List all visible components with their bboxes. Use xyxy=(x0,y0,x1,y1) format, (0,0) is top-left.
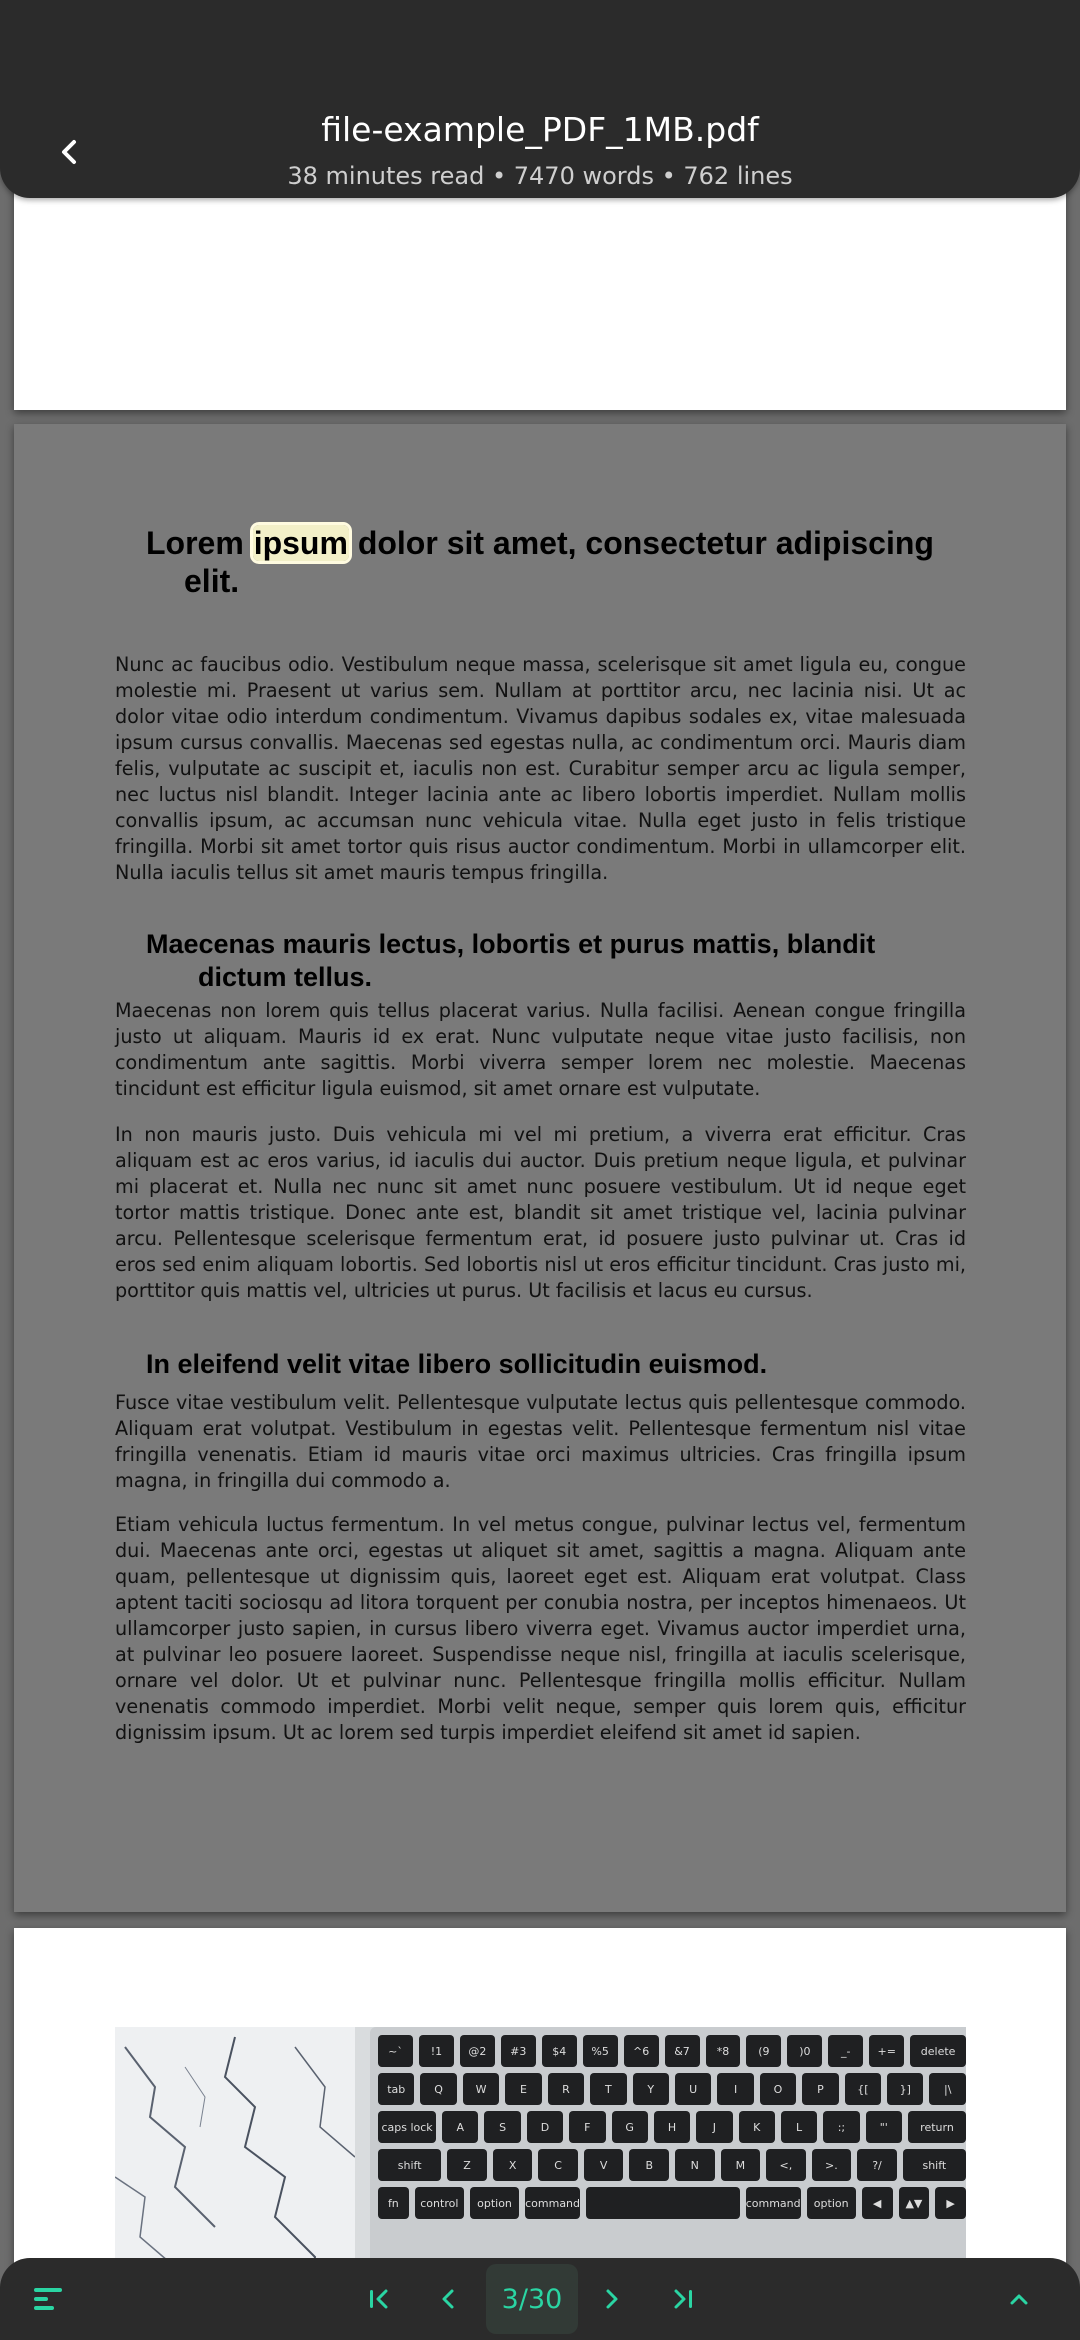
paragraph-4: Fusce vitae vestibulum velit. Pellentesque vulputate lectus quis pellentesque commodo. Aliquam erat volutpat. Vestibulum in egestas velit. Pellentesque fermentum nisl vitae fringilla venenatis. Etiam id mauris vitae orci maximus ultricies. Cras fringilla ipsum magna, in fringilla dui commodo a. xyxy=(115,1391,966,1492)
heading-2 xyxy=(146,928,986,994)
first-page-icon xyxy=(365,2285,393,2313)
keyboard-key: option xyxy=(470,2187,519,2219)
keyboard-key: $4 xyxy=(542,2035,577,2067)
chevron-up-icon xyxy=(1005,2285,1033,2313)
keyboard-key: M xyxy=(721,2149,761,2181)
paragraph-5: Etiam vehicula luctus fermentum. In vel metus congue, pulvinar lectus vel, fermentum dui. Maecenas ante orci, egestas ut aliquet sit amet, sagittis a magna. Aliquam ante quam, pellentesque ut dignissim quis, laoreet eget est. Aliquam erat volutpat. Class aptent taciti sociosqu ad litora torquent per conubia nostra, per inceptos himenaeos. Ut ullamcorper justo sapien, in cursus libero viverra eget. Vivamus auctor imperdiet urna, at pulvinar leo posuere laoreet. Suspendisse neque nisl, fringilla at iaculis scelerisque, ornare vel dolor. Ut et pulvinar nunc. Pellentesque fringilla mollis efficitur. Nullam venenatis commodo imperdiet. Morbi velit neque, semper quis lorem quis, efficitur dignissim ipsum. Ut ac lorem sed turpis imperdiet eleifend sit amet id sapien. xyxy=(115,1513,966,1744)
heading-1-text-start: Lorem xyxy=(146,525,253,561)
keyboard-key: N xyxy=(675,2149,715,2181)
paragraph-3: In non mauris justo. Duis vehicula mi vel mi pretium, a viverra erat efficitur. Cras aliquam est ac eros varius, id iaculis dui auctor. Duis pretium neque ligula, et pulvinar mi placerat et. Nulla nec nunc sit amet nunc posuere vestibulum. Ut id neque eget tortor mattis tristique. Donec ante est, blandit sit amet tristique vel, lacinia pulvinar arcu. Pellentesque scelerisque fermentum erat, id posuere justo pulvinar ut. Cras id eros sed enim aliquam lobortis. Sed lobortis nisl ut eros efficitur tincidunt. Cras justo mi, porttitor quis mattis vel, ultricies ut purus. Ut facilisis et lacus eu cursus. xyxy=(115,1123,966,1302)
keyboard-key: tab xyxy=(378,2073,414,2105)
keyboard-key: <, xyxy=(766,2149,806,2181)
keyboard-key: @2 xyxy=(460,2035,495,2067)
keyboard-keys xyxy=(378,2035,966,2225)
keyboard-key: J xyxy=(696,2111,732,2143)
top-app-bar xyxy=(0,0,1080,198)
keyboard-key: C xyxy=(538,2149,578,2181)
keyboard-key: fn xyxy=(378,2187,409,2219)
keyboard-key: A xyxy=(442,2111,478,2143)
keyboard-key: (9 xyxy=(746,2035,781,2067)
heading-2-line-1: Maecenas mauris lectus, lobortis et purus mattis, blandit xyxy=(146,929,876,959)
keyboard-key: T xyxy=(590,2073,626,2105)
keyboard-key: P xyxy=(802,2073,838,2105)
heading-1-continuation: elit. xyxy=(184,563,240,599)
next-page-button[interactable] xyxy=(582,2270,640,2328)
chevron-right-icon xyxy=(597,2285,625,2313)
expand-panel-button[interactable] xyxy=(990,2270,1048,2328)
keyboard-key: }] xyxy=(887,2073,923,2105)
last-page-button[interactable] xyxy=(654,2270,712,2328)
page-indicator[interactable]: 3/30 xyxy=(486,2264,578,2334)
keyboard-row xyxy=(378,2149,966,2181)
heading-3: In eleifend velit vitae libero sollicitudin euismod. xyxy=(146,1349,768,1379)
keyboard-key: L xyxy=(781,2111,817,2143)
keyboard-key: option xyxy=(807,2187,856,2219)
keyboard-key: D xyxy=(527,2111,563,2143)
last-page-icon xyxy=(669,2285,697,2313)
heading-2-line-2: dictum tellus. xyxy=(198,962,373,992)
keyboard-key: O xyxy=(760,2073,796,2105)
keyboard-row xyxy=(378,2187,966,2219)
keyboard-key: R xyxy=(548,2073,584,2105)
keyboard-key: ^6 xyxy=(624,2035,659,2067)
keyboard-key: command xyxy=(525,2187,580,2219)
bottom-navigation-bar xyxy=(0,2258,1080,2340)
chevron-left-icon xyxy=(435,2285,463,2313)
paragraph-2: Maecenas non lorem quis tellus placerat varius. Nulla facilisi. Aenean congue fringilla justo ut aliquam. Mauris id ex erat. Nunc vulputate neque vitae justo facilisis, non condimentum ante sagittis. Morbi viverra semper lorem nec molestie. Maecenas tincidunt est efficitur ligula euismod, sit amet ornare est vulputate. xyxy=(115,999,966,1100)
keyboard-row xyxy=(378,2073,966,2105)
keyboard-key: G xyxy=(612,2111,648,2143)
document-stats: 38 minutes read • 7470 words • 762 lines xyxy=(287,162,793,190)
keyboard-key: ◀ xyxy=(862,2187,893,2219)
keyboard-key: += xyxy=(869,2035,904,2067)
keyboard-key: !1 xyxy=(419,2035,454,2067)
first-page-button[interactable] xyxy=(350,2270,408,2328)
keyboard-key: H xyxy=(654,2111,690,2143)
keyboard-key: I xyxy=(717,2073,753,2105)
keyboard-key: B xyxy=(629,2149,669,2181)
previous-page-button[interactable] xyxy=(420,2270,478,2328)
keyboard-key: command xyxy=(746,2187,801,2219)
keyboard-key: X xyxy=(493,2149,533,2181)
keyboard-key: shift xyxy=(903,2149,966,2181)
keyboard-key: U xyxy=(675,2073,711,2105)
keyboard-key: shift xyxy=(378,2149,441,2181)
keyboard-key: _- xyxy=(828,2035,863,2067)
keyboard-key: control xyxy=(415,2187,464,2219)
keyboard-key: {[ xyxy=(845,2073,881,2105)
keyboard-key: F xyxy=(569,2111,605,2143)
keyboard-row xyxy=(378,2035,966,2067)
keyboard-key: return xyxy=(908,2111,966,2143)
keyboard-key: V xyxy=(584,2149,624,2181)
heading-1 xyxy=(146,524,986,600)
keyboard-key: Z xyxy=(447,2149,487,2181)
keyboard-key: )0 xyxy=(787,2035,822,2067)
keyboard-key: S xyxy=(484,2111,520,2143)
keyboard-key: :; xyxy=(823,2111,859,2143)
keyboard-key: K xyxy=(739,2111,775,2143)
keyboard-key: |\ xyxy=(929,2073,965,2105)
keyboard-key: ▲▼ xyxy=(899,2187,930,2219)
keyboard-key: *8 xyxy=(706,2035,741,2067)
keyboard-key: ?/ xyxy=(857,2149,897,2181)
keyboard-key: W xyxy=(463,2073,499,2105)
heading-1-text-end: dolor sit amet, consectetur adipiscing xyxy=(348,525,934,561)
keyboard-key: Y xyxy=(633,2073,669,2105)
keyboard-key: %5 xyxy=(583,2035,618,2067)
keyboard-row xyxy=(378,2111,966,2143)
keyboard-key: "' xyxy=(866,2111,902,2143)
paragraph-1: Nunc ac faucibus odio. Vestibulum neque massa, scelerisque sit amet ligula eu, congue molestie mi. Praesent ut varius sem. Nullam at porttitor arcu, nec lacinia nisi. Ut ac dolor vitae odio interdum condimentum. Vivamus dapibus sodales ex, vitae malesuada ipsum cursus convallis. Maecenas sed egestas nulla, ac condimentum orci. Mauris diam felis, vulputate ac suscipit et, iaculis non est. Curabitur semper arcu ac ligula semper, nec luctus nisl blandit. Integer lacinia ante ac libero lobortis imperdiet. Nullam mollis convallis ipsum, ac accumsan nunc vehicula vitae. Nulla eget justo in felis tristique fringilla. Morbi sit amet tortor quis risus auctor condimentum. Morbi in ullamcorper elit. Nulla iaculis tellus sit amet mauris tempus fringilla. xyxy=(115,653,966,884)
toc-lines-icon xyxy=(32,2286,66,2312)
keyboard-key: caps lock xyxy=(378,2111,436,2143)
keyboard-key: ~` xyxy=(378,2035,413,2067)
keyboard-key: #3 xyxy=(501,2035,536,2067)
pdf-page-current xyxy=(14,424,1066,1912)
keyboard-key: ▶ xyxy=(935,2187,966,2219)
table-of-contents-button[interactable] xyxy=(20,2270,78,2328)
keyboard-key: delete xyxy=(910,2035,966,2067)
search-highlight[interactable]: ipsum xyxy=(253,525,348,561)
keyboard-key: >. xyxy=(812,2149,852,2181)
keyboard-key: &7 xyxy=(665,2035,700,2067)
document-title: file-example_PDF_1MB.pdf xyxy=(321,110,759,149)
keyboard-key: Q xyxy=(420,2073,456,2105)
keyboard-key: E xyxy=(505,2073,541,2105)
keyboard-key xyxy=(586,2187,740,2219)
